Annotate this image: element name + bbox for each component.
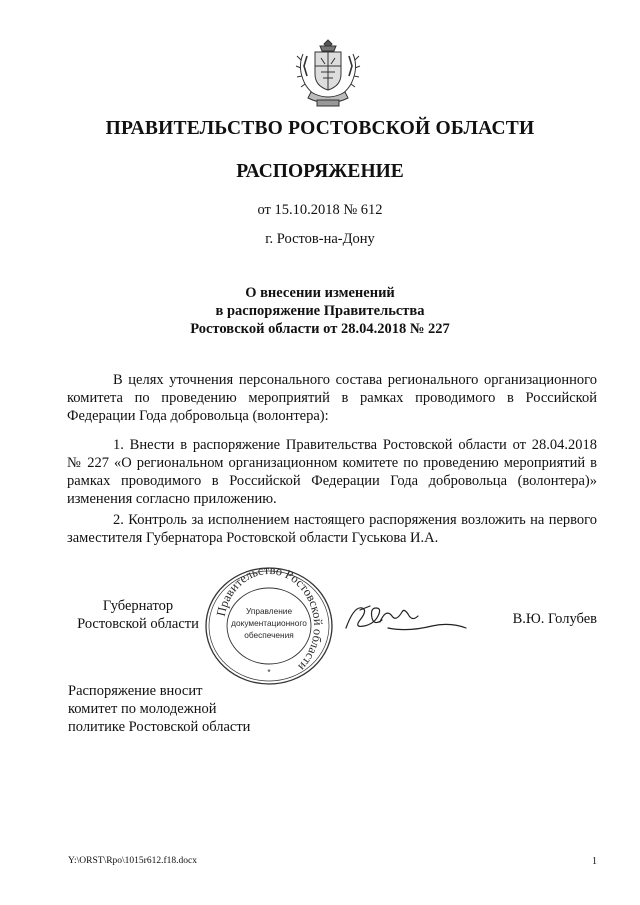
subject-line: О внесении изменений xyxy=(245,285,395,301)
document-date-number: от 15.10.2018 № 612 xyxy=(257,202,383,218)
seal-inner-text: обеспечения xyxy=(244,630,294,640)
coat-of-arms-icon xyxy=(293,36,363,112)
seal-ring-text: Правительство Ростовской области xyxy=(213,565,326,674)
footer-file-path: Y:\ORST\Rpo\1015r612.f18.docx xyxy=(68,856,197,866)
government-title: ПРАВИТЕЛЬСТВО РОСТОВСКОЙ ОБЛАСТИ xyxy=(105,118,535,139)
official-seal xyxy=(202,565,336,687)
submitter-block xyxy=(68,682,308,736)
signer-name: В.Ю. Голубев xyxy=(512,611,597,627)
submitter-line: политике Ростовской области xyxy=(68,719,251,735)
seal-star: * xyxy=(267,667,271,677)
subject-line: Ростовской области от 28.04.2018 № 227 xyxy=(190,321,450,337)
document-type: РАСПОРЯЖЕНИЕ xyxy=(236,161,404,182)
signer-position-line: Ростовской области xyxy=(77,616,199,632)
footer-page-number: 1 xyxy=(592,856,597,867)
signer-position-line: Губернатор xyxy=(102,598,174,614)
signer-position xyxy=(68,597,208,633)
handwritten-signature xyxy=(340,598,470,640)
seal-inner-text: документационного xyxy=(231,618,307,628)
intro-paragraph: В целях уточнения персонального состава регионального организационного комитета по проведению мероприятий в рамках проводимого в Российской Федерации Года добровольца (волонтера): xyxy=(67,372,597,424)
document-subject xyxy=(0,284,640,338)
submitter-line: Распоряжение вносит xyxy=(68,683,203,699)
item-1-paragraph: 1. Внести в распоряжение Правительства Ростовской области от 28.04.2018 № 227 «О региональном организационном комитете по проведению мероприятий в рамках проводимого в Российской Федерации Года добровольца (волонтера)» изменения согласно приложению. xyxy=(67,437,597,507)
item-2-paragraph: 2. Контроль за исполнением настоящего распоряжения возложить на первого заместителя Губернатора Ростовской области Гуськова И.А. xyxy=(67,512,597,546)
seal-inner-text: Управление xyxy=(245,606,293,616)
subject-line: в распоряжение Правительства xyxy=(215,303,425,319)
document-city: г. Ростов-на-Дону xyxy=(265,231,375,247)
submitter-line: комитет по молодежной xyxy=(68,701,217,717)
